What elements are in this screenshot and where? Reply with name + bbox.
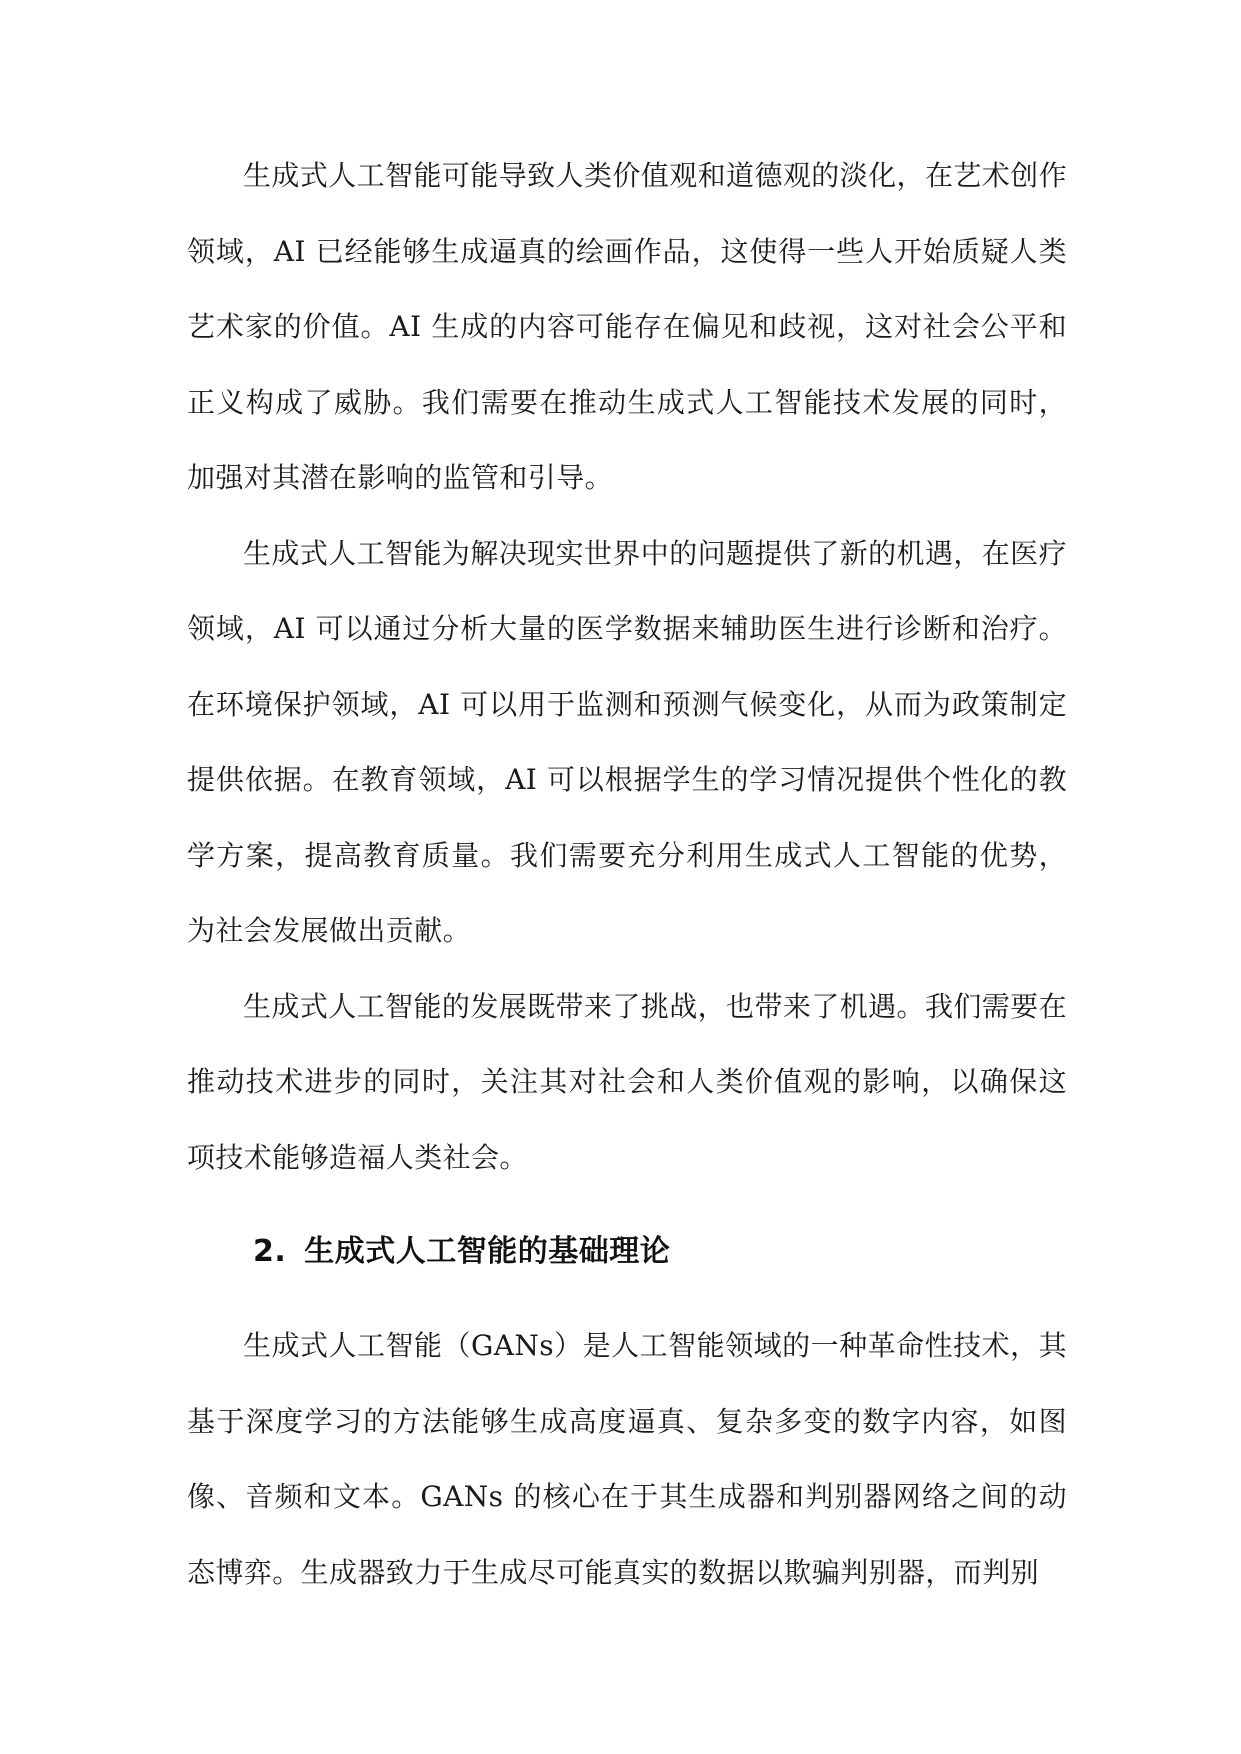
paragraph-ai-conclusion: 生成式人工智能的发展既带来了挑战，也带来了机遇。我们需要在推动技术进步的同时，关注其对社会和人类价值观的影响，以确保这项技术能够造福人类社会。 (187, 989, 1067, 1174)
section-title: 生成式人工智能的基础理论 (304, 1234, 671, 1269)
document-body (187, 138, 1067, 1610)
section-number: 2. (253, 1234, 287, 1269)
section-heading (187, 1214, 1067, 1290)
paragraph-gans-intro: 生成式人工智能（GANs）是人工智能领域的一种革命性技术，其基于深度学习的方法能够生成高度逼真、复杂多变的数字内容，如图像、音频和文本。GANs 的核心在于其生成器和判别器网络之间的动态博弈。生成器致力于生成尽可能真实的数据以欺骗判别器，而判别 (187, 1329, 1067, 1589)
paragraph-ai-values: 生成式人工智能可能导致人类价值观和道德观的淡化，在艺术创作领域，AI 已经能够生成逼真的绘画作品，这使得一些人开始质疑人类艺术家的价值。AI 生成的内容可能存在偏见和歧视，这对社会公平和正义构成了威胁。我们需要在推动生成式人工智能技术发展的同时，加强对其潜在影响的监管和引导。 (187, 159, 1067, 494)
paragraph-ai-opportunities: 生成式人工智能为解决现实世界中的问题提供了新的机遇，在医疗领域，AI 可以通过分析大量的医学数据来辅助医生进行诊断和治疗。在环境保护领域，AI 可以用于监测和预测气候变化，从而为政策制定提供依据。在教育领域，AI 可以根据学生的学习情况提供个性化的教学方案，提高教育质量。我们需要充分利用生成式人工智能的优势，为社会发展做出贡献。 (187, 536, 1067, 947)
